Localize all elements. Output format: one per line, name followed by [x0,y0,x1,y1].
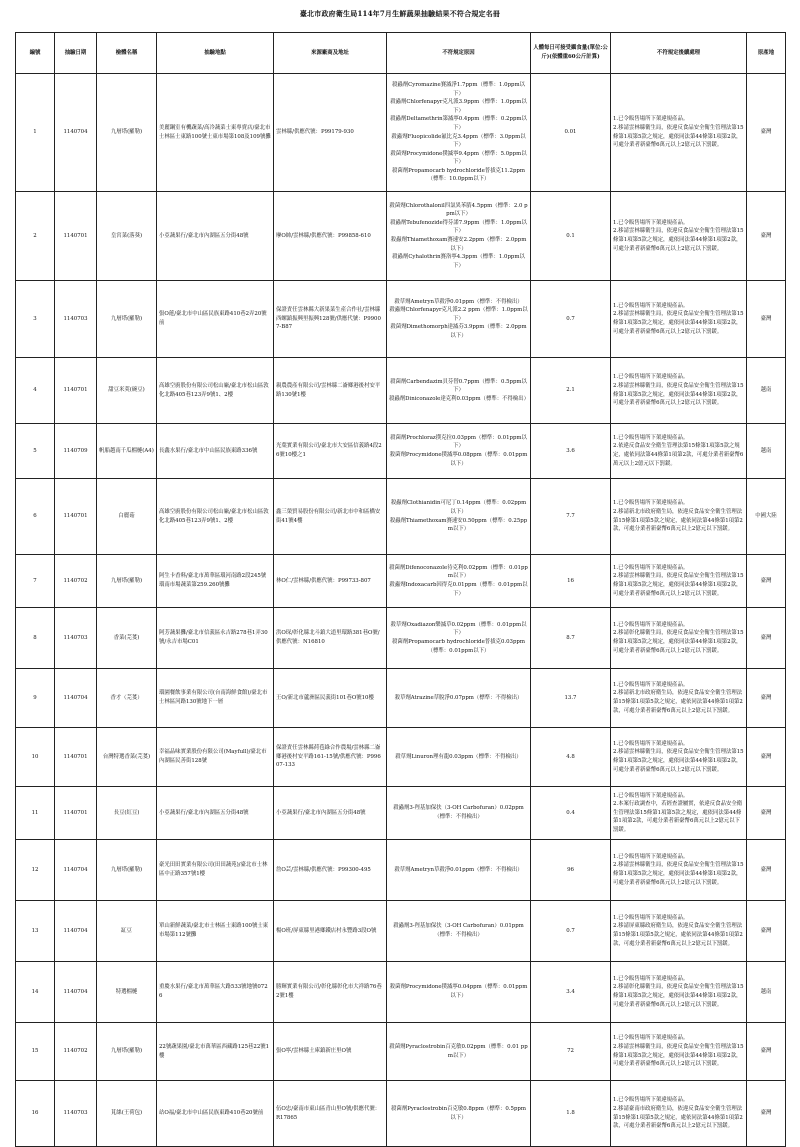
product-name: 莧絲(王荷包) [97,1081,157,1147]
violation-reason-line: 殺蟲劑Tebufenozide得芬諾7.9ppm（標準：1.0ppm以下） [390,219,527,235]
sample-date: 1140703 [55,608,97,669]
violation-reasons [387,962,531,1023]
daily-intake-value: 0.01 [531,74,611,192]
source-vendor: 勝輝實業有限公司/彰化縣彰化市大祥路76巷2號1樓 [274,962,387,1023]
source-vendor: 摩O帥/雲林縣/供應代號：P99858-610 [274,192,387,281]
violation-reason-line: 殺草劑Ametryn草殺淨0.01ppm（標準：不得檢出） [394,866,523,873]
sampling-location: 高雄空廚股份有限公司松山廠/臺北市松山區敦化北路405巷123弄9號1、2樓 [157,479,274,555]
product-name: 香才（芫荽） [97,669,157,728]
violation-reason-line: 殺蟲劑Indoxacarb因得克0.01ppm（標準：0.01ppm以下） [389,582,528,597]
sample-date: 1140709 [55,424,97,479]
country-of-origin: 越南 [747,358,786,424]
product-name: 九層塔(羅勒) [97,840,157,901]
violation-reasons [387,901,531,962]
row-number: 11 [16,787,55,840]
follow-up-disposal [611,840,747,901]
violation-reason-line: 殺菌劑Propamocarb hydrochloride普拔克11.2ppm（標準：10.0ppm以下） [392,167,525,183]
source-vendor: 保證責任雲林縣荷苞綠合作農場/雲林縣二崙鄉港後村安平路161-15號/供應代號：P99607-133 [274,728,387,787]
disposal-line: 2.依違反食品安全衛生管理法第15條第1項第5款之規定，處依同法第44條第1項第2款，可處分業者新臺幣6萬元以上2億元以下罰鍰。 [613,443,744,467]
source-vendor: 詹O芸/雲林縣/供應代號：P99300-495 [274,840,387,901]
violation-reason-line: 殺蟲劑Chlorfenapyr克凡派2.2 ppm（標準：1.0ppm以下） [389,307,528,322]
sampling-location: 美麗鋼室有機蔬菜/高冷蔬菜士東專賣店/臺北市士林區士東路100號士東市場第108及109號攤 [157,74,274,192]
column-header-product: 檢體名稱 [97,33,157,74]
column-header-disposal: 不符規定後續處理 [611,33,747,74]
product-name: 九層塔(羅勒) [97,1023,157,1081]
source-vendor: 保證責任雲林縣大新果菜生產合作社/雲林縣西螺鎮振興里振興128號/供應代號：P99007-B87 [274,281,387,358]
product-name: 皇宮菜(落葵) [97,192,157,281]
disposal-line: 2.移請雲林縣衛生局，依違反食品安全衛生管理法第15條第1項第5款之規定，處依同法第44條第1項第2款，可處分業者新臺幣6萬元以上2億元以下罰鍰。 [613,124,744,149]
violation-reasons [387,608,531,669]
daily-intake-value: 3.6 [531,424,611,479]
violation-reason-line: 殺蟲劑3-羥基加保扶（3-OH Carbofuran）0.01ppm（標準：不得檢出） [393,923,524,938]
row-number: 8 [16,608,55,669]
table-row [16,728,786,787]
violation-reason-line: 殺菌劑Procymidone撲滅寧0.04ppm（標準：0.01ppm以下） [389,984,528,999]
daily-intake-value: 16 [531,555,611,608]
row-number: 10 [16,728,55,787]
disposal-line: 2.移請臺南市政府衛生局，依違反食品安全衛生管理法第15條第1項第5款之規定，處依同法第44條第1項第2款，可處分業者新臺幣6萬元以上2億元以下罰鍰。 [613,1105,743,1130]
sampling-location: 環園餐飲事業有限公司(台南海鮮食館)/臺北市士林區河路130號地下一層 [157,669,274,728]
sampling-location: 阿生卡香料/臺北市萬華區環河南路2段245號環南市場蔬菜第259.260號攤 [157,555,274,608]
row-number: 7 [16,555,55,608]
violation-reason-line: 殺蟲劑Cyromazine賽滅淨1.7ppm（標準：1.0ppm以下） [391,81,525,97]
violation-reasons [387,479,531,555]
source-vendor: 親農農產有限公司/雲林縣二崙鄉港後村安平路130號1樓 [274,358,387,424]
violation-reason-line: 殺菌劑Pyraclostrobin百克敏0.02ppm（標準：0.01 ppm以下） [389,1043,528,1059]
violation-reason-line: 殺菌劑Procymidone撲滅寧0.08ppm（標準：0.01ppm以下） [389,452,528,467]
sampling-location: 重慶水果行/臺北市萬華區大路533號地號0726 [157,962,274,1023]
disposal-line: 2.本案行政調查中，若經查證屬實，依違反食品安全衛生管理法第15條第1項第5款之規定，處依同法第44條第1項第2款，可處分業者新臺幣6萬元以上2億元以下罰鍰。 [613,801,743,833]
sample-date: 1140701 [55,192,97,281]
row-number: 2 [16,192,55,281]
disposal-line: 1.已令販售場所下架違規產品。 [613,116,689,123]
table-row [16,1081,786,1147]
table-row [16,74,786,192]
sample-date: 1140704 [55,669,97,728]
daily-intake-value: 8.7 [531,608,611,669]
disposal-line: 1.已令販售場所下架違規產品。 [613,1035,689,1042]
violation-reason-line: 殺菌劑Prochloraz撲克拉0.03ppm（標準：0.01ppm以下） [390,434,527,450]
product-name: 九層塔(羅勒) [97,555,157,608]
disposal-line: 2.移請彰化縣衛生局，依違反食品安全衛生管理法第15條第1項第5款之規定，處依同法第44條第1項第2款，可處分業者新臺幣6萬元以上2億元以下罰鍰。 [613,984,744,1008]
violation-reason-line: 殺蟲劑Thiamethoxam賽速安0.50ppm（標準：0.25ppm以下） [389,517,528,533]
row-number: 16 [16,1081,55,1147]
violation-reason-line: 殺菌劑Procymidone撲滅寧9.4ppm（標準：5.0ppm以下） [390,150,527,166]
violation-reason-line: 殺草劑Atrazine草脫淨0.07ppm（標準：不得檢出） [394,694,523,701]
violation-reason-line: 殺菌劑Dimethomorph達滅芬3.9ppm（標準：2.0ppm以下） [390,324,527,339]
violation-reasons [387,358,531,424]
disposal-line: 2.移請雲林縣衛生局，依違反食品安全衛生管理法第15條第1項第5款之規定，處依同法第44條第1項第2款，可處分業者新臺幣6萬元以上2億元以下罰鍰。 [613,573,744,597]
disposal-line: 1.已令販售場所下架違規產品。 [613,219,689,226]
country-of-origin: 越南 [747,424,786,479]
column-header-date: 抽驗日期 [55,33,97,74]
page-title: 臺北市政府衛生局114年7月生鮮蔬果抽驗結果不符合規定名冊 [299,9,501,18]
source-vendor: 張O寧/雲林縣土庫鎮新庄里O號 [274,1023,387,1081]
violation-reason-line: 殺蟲劑Diniconazole達克利0.03ppm（標準：不得檢出） [389,395,530,402]
sample-date: 1140704 [55,840,97,901]
product-name: 台灣特選香菜(芫荽) [97,728,157,787]
disposal-line: 2.移請新北市政府衛生局，依違反食品安全衛生管理法第15條第1項第5款之規定，處依同法第44條第1項第2款，可處分業者新臺幣6萬元以上2億元以下罰鍰。 [613,508,743,533]
sample-date: 1140704 [55,962,97,1023]
violation-reason-line: 殺菌劑Carbendazim貝芬替0.7ppm（標準：0.5ppm以下） [390,378,527,394]
violation-reason-line: 殺草劑Ametryn草殺淨0.01ppm（標準：不得檢出） [394,298,523,305]
source-vendor: 王O/新北市蘆洲區民義街101巷O號10樓 [274,669,387,728]
table-row [16,962,786,1023]
follow-up-disposal [611,479,747,555]
violation-reason-line: 殺蟲劑Chlorfenapyr克凡派3.9ppm（標準：1.0ppm以下） [390,99,527,114]
violation-reason-line: 殺草劑Linuron理有龍0.03ppm（標準：不得檢出） [395,753,522,760]
daily-intake-value: 1.8 [531,1081,611,1147]
violation-reasons [387,74,531,192]
disposal-line: 1.已令販售場所下架違規產品。 [613,681,689,688]
sampling-location: 站O福/臺北市中山區民族東路410巷20號前 [157,1081,274,1147]
source-vendor: 光葉實業有限公司/臺北市大安區信義路4段26號10樓之1 [274,424,387,479]
column-header-location: 抽驗地點 [157,33,274,74]
product-name: 香菜(芫荽) [97,608,157,669]
country-of-origin: 臺灣 [747,281,786,358]
violation-reason-line: 殺菌劑Pyraclostrobin百克敏0.8ppm（標準：0.5ppm以下） [391,1105,526,1121]
row-number: 13 [16,901,55,962]
follow-up-disposal [611,962,747,1023]
sample-date: 1140701 [55,728,97,787]
source-vendor: 鑫三榮貿易股份有限公司/新北市中和區橋安街41號4樓 [274,479,387,555]
country-of-origin: 臺灣 [747,1081,786,1147]
daily-intake-value: 96 [531,840,611,901]
violation-reason-line: 殺蟲劑Deltamethrin第滅寧0.4ppm（標準：0.2ppm以下） [390,116,527,131]
sample-date: 1140701 [55,358,97,424]
disposal-line: 1.已令販售場所下架違規產品。 [613,792,689,799]
disposal-line: 2.移請雲林縣衛生局，依違反食品安全衛生管理法第15條第1項第5款之規定，處依同法第44條第1項第2款，可處分業者新臺幣6萬元以上2億元以下罰鍰。 [613,862,744,886]
header-row [16,33,786,74]
row-number: 14 [16,962,55,1023]
column-header-intake: 人體每日可接受攝食量(單位:公斤)(依體重60公斤計算) [531,33,611,74]
product-name: 缸豆 [97,901,157,962]
violation-reasons [387,424,531,479]
violation-reasons [387,555,531,608]
results-table [15,32,786,1147]
row-number: 6 [16,479,55,555]
country-of-origin: 臺灣 [747,787,786,840]
disposal-line: 1.已令販售場所下架違規產品。 [613,1097,689,1104]
sampling-location: 豪光田田實業有限公司(田田蔬苑)/臺北市士林區中正路357號1樓 [157,840,274,901]
disposal-line: 2.移請雲林縣衛生局，依違反食品安全衛生管理法第15條第1項第5款之規定，處依同法第44條第1項第2款，可處分業者新臺幣6萬元以上2億元以下罰鍰。 [613,311,744,335]
country-of-origin: 臺灣 [747,192,786,281]
violation-reasons [387,1023,531,1081]
disposal-line: 1.已令販售場所下架違規產品。 [613,302,689,309]
violation-reason-line: 殺草劑Oxadiazon樂滅草0.02ppm（標準：0.01ppm以下） [390,621,527,637]
violation-reasons [387,728,531,787]
follow-up-disposal [611,74,747,192]
follow-up-disposal [611,424,747,479]
table-row [16,555,786,608]
disposal-line: 1.已令販售場所下架違規產品。 [613,621,689,628]
daily-intake-value: 0.7 [531,281,611,358]
column-header-source: 來源廠商及地址 [274,33,387,74]
sample-date: 1140703 [55,1081,97,1147]
daily-intake-value: 4.8 [531,728,611,787]
sample-date: 1140702 [55,555,97,608]
violation-reasons [387,281,531,358]
sample-date: 1140701 [55,787,97,840]
country-of-origin: 臺灣 [747,728,786,787]
product-name: 帆船越南千瓜榴槤(A4) [97,424,157,479]
table-row [16,787,786,840]
daily-intake-value: 3.4 [531,962,611,1023]
table-row [16,608,786,669]
daily-intake-value: 72 [531,1023,611,1081]
table-row [16,192,786,281]
country-of-origin: 臺灣 [747,74,786,192]
violation-reason-line: 殺菌劑Propamocarb hydrochloride普拔克0.03ppm（標準：0.01ppm以下） [392,639,525,654]
disposal-line: 2.移請雲林縣衛生局，依違反食品安全衛生管理法第15條第1項第5款之規定，處依同法第44條第1項第2款，可處分業者新臺幣6萬元以上2億元以下罰鍰。 [613,1043,744,1068]
follow-up-disposal [611,728,747,787]
follow-up-disposal [611,901,747,962]
follow-up-disposal [611,281,747,358]
disposal-line: 1.已令販售場所下架違規產品。 [613,740,689,747]
country-of-origin: 臺灣 [747,669,786,728]
disposal-line: 2.移請屏東縣政府衛生局，依違反食品安全衛生管理法第15條第1項第5款之規定，處依同法第44條第1項第2款，可處分業者新臺幣6萬元以上2億元以下罰鍰。 [613,923,743,947]
disposal-line: 1.已令販售場所下架違規產品。 [613,914,689,921]
follow-up-disposal [611,358,747,424]
follow-up-disposal [611,608,747,669]
column-header-no: 編號 [16,33,55,74]
sampling-location: 22號蔬果園/臺北市萬華區西藏路125巷22號1樓 [157,1023,274,1081]
follow-up-disposal [611,1081,747,1147]
daily-intake-value: 0.4 [531,787,611,840]
violation-reason-line: 殺蟲劑Fluopicolide氟比克3.4ppm（標準：3.0ppm以下） [391,133,526,149]
violation-reasons [387,840,531,901]
violation-reason-line: 殺蟲劑Clothianidin可尼丁0.14ppm（標準：0.02ppm以下） [390,500,527,515]
disposal-line: 2.移請新北市政府衛生局，依違反食品安全衛生管理法第15條第1項第5款之規定，處依同法第44條第1項第2款，可處分業者新臺幣6萬元以上2億元以下罰鍰。 [613,690,743,714]
country-of-origin: 臺灣 [747,555,786,608]
disposal-line: 1.已令販售場所下架違規產品。 [613,374,689,381]
table-row [16,281,786,358]
product-name: 九層塔(羅勒) [97,281,157,358]
table-body [16,74,786,1147]
source-vendor: 伍O忠/臺南市東山區青山里O號/供應代號：R17865 [274,1081,387,1147]
violation-reasons [387,192,531,281]
country-of-origin: 臺灣 [747,840,786,901]
row-number: 4 [16,358,55,424]
product-name: 長豆(紅豆) [97,787,157,840]
country-of-origin: 臺灣 [747,1023,786,1081]
sampling-location: 小亞蔬果行/臺北市內湖區五分街48號 [157,787,274,840]
violation-reasons [387,787,531,840]
country-of-origin: 越南 [747,962,786,1023]
table-row [16,358,786,424]
disposal-line: 2.移請雲林縣衛生局，依違反食品安全衛生管理法第15條第1項第5款之規定，處依同法第44條第1項第2款，可處分業者新臺幣6萬元以上2億元以下罰鍰。 [613,228,744,252]
product-name: 九層塔(羅勒) [97,74,157,192]
sample-date: 1140704 [55,901,97,962]
daily-intake-value: 7.7 [531,479,611,555]
follow-up-disposal [611,1023,747,1081]
row-number: 1 [16,74,55,192]
table-row [16,669,786,728]
row-number: 12 [16,840,55,901]
sampling-location: 阿芳蔬果攤/臺北市信義區永吉路278巷1弄30號/永吉市場C01 [157,608,274,669]
disposal-line: 1.已令販售場所下架違規產品。 [613,975,689,982]
row-number: 9 [16,669,55,728]
source-vendor: 洪O琛/彰化縣北斗鎮大道里環路381巷O號/供應代號：N16810 [274,608,387,669]
product-name: 特選榴槤 [97,962,157,1023]
violation-reason-line: 殺蟲劑Thiamethoxam賽速安2.2ppm（標準：2.0ppm以下） [390,237,527,252]
sampling-location: 單山新鮮蔬菜/臺北市士林區士東路100號士東市場第112號攤 [157,901,274,962]
column-header-origin: 原產地 [747,33,786,74]
follow-up-disposal [611,555,747,608]
sample-date: 1140704 [55,74,97,192]
source-vendor: 雲林縣/供應代號：P99179-930 [274,74,387,192]
daily-intake-value: 13.7 [531,669,611,728]
sampling-location: 高雄空廚股份有限公司松山廠/臺北市松山區敦化北路405巷123弄9號1、2樓 [157,358,274,424]
country-of-origin: 中國大陸 [747,479,786,555]
disposal-line: 1.已令販售場所下架違規產品。 [613,434,689,441]
violation-reason-line: 殺菌劑Difenoconazole待克利0.02ppm（標準：0.01ppm以下） [389,564,528,580]
violation-reasons [387,1081,531,1147]
row-number: 3 [16,281,55,358]
product-name: 白麗菇 [97,479,157,555]
sampling-location: 小亞蔬果行/臺北市內湖區五分街48號 [157,192,274,281]
disposal-line: 1.已令販售場所下架違規產品。 [613,564,689,571]
follow-up-disposal [611,192,747,281]
sample-date: 1140702 [55,1023,97,1081]
violation-reason-line: 殺蟲劑Cyhalothrin賽洛寧4.3ppm（標準：1.0ppm以下） [392,254,525,269]
disposal-line: 2.移請雲林縣衛生局，依違反食品安全衛生管理法第15條第1項第5款之規定，處依同法第44條第1項第2款，可處分業者新臺幣6萬元以上2億元以下罰鍰。 [613,382,744,407]
disposal-line: 1.已令販售場所下架違規產品。 [613,853,689,860]
sample-date: 1140701 [55,479,97,555]
table-row [16,1023,786,1081]
sampling-location: 長鑫水果行/臺北市中山區民族東路336號 [157,424,274,479]
violation-reason-line: 殺菌劑Chlorothalonil四氯異苯腈4.5ppm（標準：2.0 ppm以下） [389,202,528,218]
table-row [16,479,786,555]
source-vendor: 林O仁/雲林縣/供應代號：P99733-807 [274,555,387,608]
sampling-location: 幸福品味實業股份有限公司(Mayfull)/臺北市內湖區民善街128號 [157,728,274,787]
source-vendor: 小亞蔬果行/臺北市內湖區五分街48號 [274,787,387,840]
row-number: 5 [16,424,55,479]
row-number: 15 [16,1023,55,1081]
table-row [16,901,786,962]
disposal-line: 2.移請雲林縣衛生局，依違反食品安全衛生管理法第15條第1項第5款之規定，處依同法第44條第1項第2款，可處分業者新臺幣6萬元以上2億元以下罰鍰。 [613,749,744,773]
source-vendor: 楊O班/屏東縣里港鄉鐵店村永豐路3段O號 [274,901,387,962]
follow-up-disposal [611,787,747,840]
sample-date: 1140703 [55,281,97,358]
daily-intake-value: 2.1 [531,358,611,424]
country-of-origin: 臺灣 [747,608,786,669]
violation-reasons [387,669,531,728]
follow-up-disposal [611,669,747,728]
table-row [16,840,786,901]
disposal-line: 2.移請彰化縣衛生局，依違反食品安全衛生管理法第15條第1項第5款之規定，處依同法第44條第1項第2款，可處分業者新臺幣6萬元以上2億元以下罰鍰。 [613,630,744,654]
column-header-reason: 不符規定原因 [387,33,531,74]
table-row [16,424,786,479]
violation-reason-line: 殺蟲劑3-羥基加保扶（3-OH Carbofuran）0.02ppm（標準：不得檢出） [393,805,524,820]
daily-intake-value: 0.1 [531,192,611,281]
disposal-line: 1.已令販售場所下架違規產品。 [613,500,689,507]
sampling-location: 張O蓮/臺北市中山區民族東路410巷2弄20號前 [157,281,274,358]
country-of-origin: 臺灣 [747,901,786,962]
daily-intake-value: 0.7 [531,901,611,962]
product-name: 甜豆米莢(碗豆) [97,358,157,424]
